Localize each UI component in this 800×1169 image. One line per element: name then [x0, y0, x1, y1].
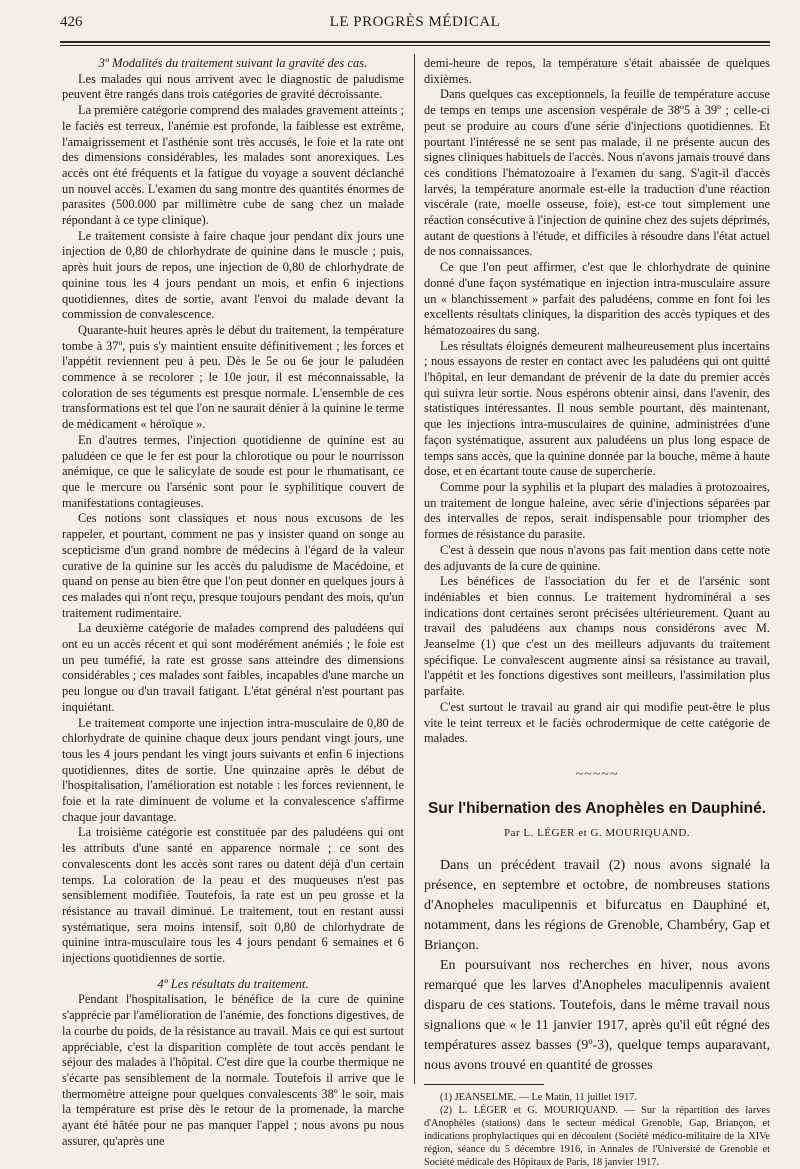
paragraph: Le traitement consiste à faire chaque jour pendant dix jours une injection de 0,80 de chlorhydrate de quinine dans le muscle ; puis, après huit jours de repos, une injection de 0,80 de chlorhydrate de quinine tous les 4 jours pendant un mois, et enfin 6 injections quotidiennes, dites de sortie, avant l'envoi du malade devant la commission de convalescence.: [62, 228, 404, 322]
page-header: [60, 14, 770, 38]
footnote: (2) L. LÉGER et G. MOURIQUAND. — Sur la répartition des larves d'Anophèles (stations) dans le secteur médical Grenoble, Gap, Briançon, et indications prophylactiques qui en découlent (Société médico-militaire de la XIVe région, séance du 5 décembre 1916, in Annales de l'Université de Grenoble et Société médicale des Hôpitaux de Paris, 18 janvier 1917.: [424, 1105, 770, 1169]
paragraph: Les malades qui nous arrivent avec le diagnostic de paludisme peuvent être rangés dans trois catégories de gravité décroissante.: [62, 71, 404, 102]
paragraph: La première catégorie comprend des malades gravement atteints ; le faciès est terreux, l'anémie est profonde, la faiblesse est extrême, l'amaigrissement et l'asthénie sont très accusés, le foie et la rate ont des dimensions considérables, les malades sont anorexiques. Les accès ont été fréquents et la fatigue du voyage a souvent déclanché un nouvel accès. L'examen du sang montre des quantités énormes de parasites (500.000 par millimètre cube de sang chez un malade répondant à ce type clinique).: [62, 103, 404, 228]
paragraph: La deuxième catégorie de malades comprend des paludéens qui ont eu un accès récent et qui sont modérément anémiés ; le foie est un peu tuméfié, la rate est grosse sans atteindre des dimensions considérables ; ces malades sont faibles, incapables d'une marche un peu longue ou d'un travail fatigant. L'état général n'est pourtant pas inquiétant.: [62, 621, 404, 714]
paragraph: En d'autres termes, l'injection quotidienne de quinine est au paludéen ce que le fer est pour la chlorotique ou pour le nourrisson anémique, ce que le salicylate de soude est pour le rhumatisant, ce que le mercure ou l'arsénic sont pour le syphilitique couvert de manifestations contagieuses.: [62, 432, 404, 510]
paragraph: Dans un précédent travail (2) nous avons signalé la présence, en septembre et octobre, de nombreuses stations d'Anopheles maculipennis et bifurcatus en Dauphiné et, notamment, dans les régions de Grenoble, Chambéry, Gap et Briançon.: [424, 858, 770, 954]
paragraph: demi-heure de repos, la température s'était abaissée de quelques dixièmes.: [424, 56, 770, 86]
paragraph: C'est surtout le travail au grand air qui modifie peut-être le plus vite le teint terreux et le faciès ochrodermique de cette catégorie de malades.: [424, 699, 770, 746]
footnote: (1) JEANSELME. — Le Matin, 11 juillet 1917.: [440, 1092, 637, 1104]
column-divider: [414, 54, 415, 1084]
paragraph: Quarante-huit heures après le début du traitement, la température tombe à 37º, puis s'y maintient ensuite définitivement ; les forces et l'appétit reviennent peu à peu. Dès le 5e ou 6e jour le paludéen commence à se recolorer ; le 10e jour, il est méconnaissable, la coloration de ses téguments est presque normale. L'ensemble de ces transformations est tel que l'on ne saurait dénier à la quinine le terme de médicament « héroïque ».: [62, 322, 404, 432]
section-heading: 3º Modalités du traitement suivant la gravité des cas.: [98, 56, 368, 70]
paragraph: Comme pour la syphilis et la plupart des maladies à protozoaires, un traitement de longue haleine, avec série d'injections séparées par des intervalles de repos, serait indispensable pour triompher des formes de résistance du parasite.: [424, 479, 770, 542]
paragraph: Le traitement comporte une injection intra-musculaire de 0,80 de chlorhydrate de quinine chaque deux jours pendant vingt jours, une tous les 4 jours pendant les vingt jours suivants et enfin 6 injections quotidiennes, dites de sortie. Une quinzaine après le début de l'hospitalisation, l'amélioration est notable : les forces reviennent, le foie et la rate diminuent de volume et la convalescence s'affirme chaque jour davantage.: [62, 715, 404, 824]
paragraph: Ce que l'on peut affirmer, c'est que le chlorhydrate de quinine donné d'une façon systématique en injection intra-musculaire assure un « blanchissement » parfait des paludéens, comme en font foi les excellents résultats cliniques, la disparition des accès typiques et des hématozoaires du sang.: [424, 260, 770, 337]
footnote-rule: [424, 1084, 544, 1085]
paragraph: Dans quelques cas exceptionnels, la feuille de température accuse de temps en temps une ascension vespérale de 38º5 à 39º ; celle-ci peut se produire au cours d'une série d'injections quotidiennes. Et pourtant l'intéressé ne se sent pas malade, il ne présente aucun des signes cliniques habituels de l'accès. Nous n'avons jamais trouvé dans ces conditions l'hématozoaire à l'examen du sang. S'agit-il d'accès larvés, la température anormale est-elle la traduction d'une réaction viscérale (rate, moelle osseuse, foie), est-ce tout simplement une réaction consécutive à l'injection de quinine chez des sujets déprimés, autant de questions à l'étude, et difficiles à résoudre dans l'état actuel de nos connaissances.: [424, 87, 770, 259]
header-rule-thin: [60, 45, 770, 46]
header-rule: [60, 41, 770, 43]
paragraph: Les bénéfices de l'association du fer et de l'arsénic sont indéniables et bien connus. Le traitement hydrominéral a ses indications dont certaines seront précisées ultérieurement. Quant au travail des paludéens aux champs nous considérons avec M. Jeanselme (1) que c'est un des meilleurs adjuvants du traitement spécifique. Le convalescent augmente ainsi sa résistance au travail, l'appétit et les fonctions digestives sont meilleurs, l'assimilation plus parfaite.: [424, 574, 770, 699]
paragraph: En poursuivant nos recherches en hiver, nous avons remarqué que les larves d'Anopheles maculipennis avaient disparu de ces stations. Toutefois, dans le même travail nous signalions que « le 11 janvier 1917, après qu'il eût régné des températures assez basses (9º-3), quelque temps auparavant, nous avons trouvé en quantité de grosses: [424, 958, 770, 1074]
article-byline: Par L. LÉGER et G. MOURIQUAND.: [503, 827, 691, 840]
paragraph: Ces notions sont classiques et nous nous excusons de les rappeler, et pourtant, comment ne pas y insister quand on songe au scepticisme d'un grand nombre de médecins à l'égard de la valeur curative de la quinine sur les accès du paludisme de Macédoine, et quand on pense au bien être que l'on peut donner en quelques jours à ces malades qui n'ont reçu, presque toujours pendant des mois, qu'un traitement rudimentaire.: [62, 511, 404, 620]
section-ornament: ~~~~~: [575, 766, 619, 782]
paragraph: La troisième catégorie est constituée par des paludéens qui ont les attributs d'une santé en apparence normale ; ce sont des convalescents dont les accès sont rares ou datent déjà d'un certain temps. La coloration de la peau et des muqueuses n'est pas sensiblement modifiée. Toutefois, la rate est un peu grosse et la résistance au travail diminué. Le traitement, tout en restant aussi systématique, sera moins intensif, soit 0,80 de chlorhydrate de quinine intra-musculaire tous les 4 jours pendant 6 semaines et 6 injections quotidiennes de sortie.: [62, 825, 404, 966]
article-title: Sur l'hibernation des Anophèles en Dauphiné.: [427, 799, 767, 817]
right-column: [424, 56, 770, 1169]
paragraph: Les résultats éloignés demeurent malheureusement plus incertains ; nous essayons de rester en contact avec les paludéens qui ont quitté l'hôpital, en leur demandant de prévenir de la date du premier accès qui suivra leur sortie. Nous espérons obtenir ainsi, dans l'avenir, des statistiques intéressantes. Il nous semble pourtant, dès maintenant, que les injections intra-musculaires de quinine, administrées d'une façon systématique, assurent aux paludéens un plus long espace de temps sans accès, que la quinine donnée par la bouche, même à haute dose, et en écartant toute cause de supercherie.: [424, 338, 770, 479]
paragraph: Pendant l'hospitalisation, le bénéfice de la cure de quinine s'apprécie par l'amélioration de l'anémie, des fonctions digestives, de la courbe du poids, de la résistance au travail. Mais ce qui est surtout appréciable, c'est la disparition complète de tout accès pendant le séjour des malades à l'hôpital. C'est dire que la courbe thermique ne s'écarte pas sensiblement de la normale. Toutefois il arrive que le thermomètre atteigne pour quelques convalescents 38º le soir, mais la température est prise dès le retour de la promenade, la marche ayant été hâtée pour ne pas manquer l'appel ; nous avons pu nous assurer, qu'après une: [62, 992, 404, 1148]
journal-title: LE PROGRÈS MÉDICAL: [329, 14, 501, 30]
left-column: [62, 56, 404, 1150]
paragraph: C'est à dessein que nous n'avons pas fait mention dans cette note des adjuvants de la cure de quinine.: [424, 542, 770, 573]
page-number: 426: [60, 14, 83, 30]
section-heading: 4º Les résultats du traitement.: [157, 976, 309, 991]
